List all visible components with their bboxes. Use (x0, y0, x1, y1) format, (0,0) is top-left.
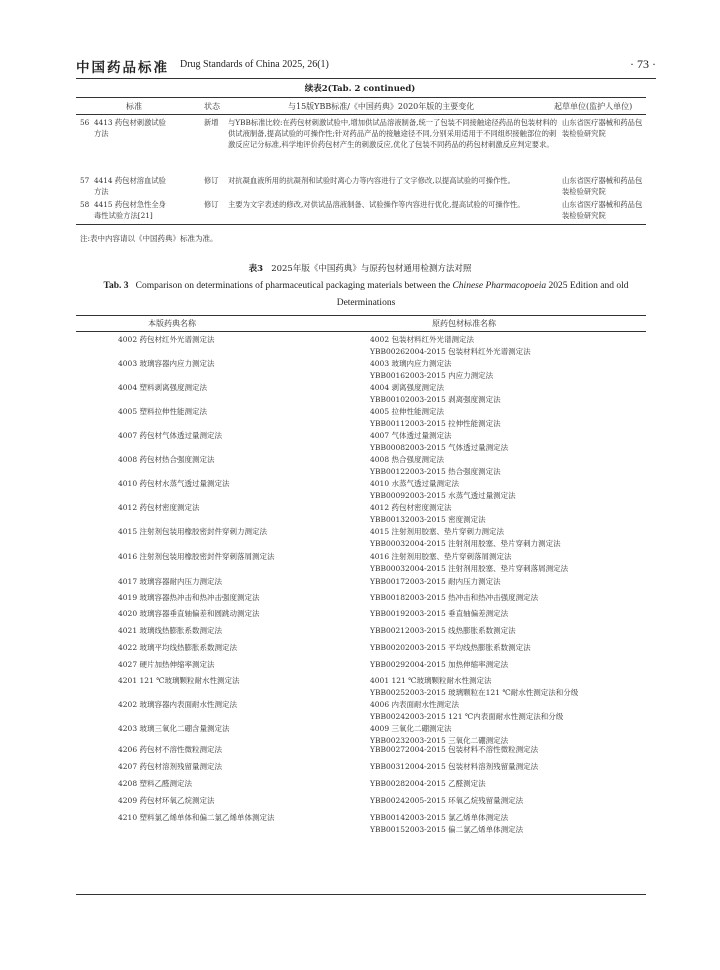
status: 新增 (204, 118, 219, 127)
original-standard-name: 4016 注射剂用胶塞、垫片穿刺落屑测定法 YBB00032004-2015 注射剂用胶塞、垫片穿刺落屑测定法 (370, 552, 569, 573)
standard-name: 4414 药包材溶血试验方法 (94, 176, 166, 196)
current-method-name: 4010 药包材水蒸气透过量测定法 (118, 479, 230, 488)
current-method-name: 4208 塑料乙醛测定法 (118, 779, 192, 788)
current-method-name: 4027 硬片加热伸缩率测定法 (118, 660, 215, 669)
table3-title-en-part2: 2025 Edition and old Determinations (336, 281, 629, 308)
current-method-name: 4012 药包材密度测定法 (118, 503, 200, 512)
drafting-unit: 山东省医疗器械和药品包装检验研究院 (562, 200, 643, 220)
original-standard-name: YBB00212003-2015 线热膨胀系数测定法 (370, 626, 516, 635)
drafting-unit: 山东省医疗器械和药品包装检验研究院 (562, 176, 643, 196)
current-method-name: 4203 玻璃三氧化二硼含量测定法 (118, 724, 230, 733)
table2-header-standard: 标准 (126, 102, 142, 111)
table3-caption-en (76, 278, 656, 312)
table3-header-row (76, 316, 646, 332)
current-method-name: 4004 塑料剥离强度测定法 (118, 383, 207, 392)
original-standard-name: 4004 剥离强度测定法 YBB00102003-2015 剥离强度测定法 (370, 383, 501, 404)
table3-label: 表3 (248, 264, 264, 274)
current-method-name: 4210 塑料氯乙烯单体和偏二氯乙烯单体测定法 (118, 813, 275, 822)
row-number: 58 (80, 200, 90, 209)
table3-header-old: 原药包材标准名称 (432, 319, 496, 328)
original-standard-name: YBB00312004-2015 包装材料溶剂残留量测定法 (370, 762, 539, 771)
original-standard-name: 4003 玻璃内应力测定法 YBB00162003-2015 内应力测定法 (370, 359, 494, 380)
table2 (76, 97, 646, 225)
current-method-name: 4202 玻璃容器内表面耐水性测定法 (118, 700, 237, 709)
original-standard-name: 4005 拉伸性能测定法 YBB00112003-2015 拉伸性能测定法 (370, 407, 501, 428)
page-number: · 73 · (630, 57, 656, 71)
table-row (76, 175, 646, 199)
table3 (76, 315, 646, 895)
current-method-name: 4020 玻璃容器垂直轴偏差和圆跳动测定法 (118, 609, 260, 618)
current-method-name: 4005 塑料拉伸性能测定法 (118, 407, 207, 416)
table3-header-new: 本版药典名称 (148, 319, 196, 328)
original-standard-name: 4002 包装材料红外光谱测定法 YBB00262004-2015 包装材料红外光谱测定法 (370, 335, 531, 356)
original-standard-name: YBB00182003-2015 热冲击和热冲击强度测定法 (370, 593, 539, 602)
current-method-name: 4017 玻璃容器耐内压力测定法 (118, 577, 222, 586)
journal-title-en: Drug Standards of China 2025, 26(1) (180, 59, 329, 70)
current-method-name: 4007 药包材气体透过量测定法 (118, 431, 222, 440)
journal-title-cn: 中国药品标准 (76, 60, 169, 76)
original-standard-name: YBB00282004-2015 乙醛测定法 (370, 779, 486, 788)
table-row (76, 117, 646, 175)
change-text: 与YBB标准比较:在药包材刺激试验中,增加供试品溶液制备,统一了包装不同接触途径药品的包装材料的供试液制备,提高试验的可操作性;针对药品产品的接触途径不同,分别采用适用于不同组织接触部位的刺激反应记分标准,科学地评价药包材产生的刺激反应,优化了包装不同药品的药包材刺激反应判定要求。 (228, 118, 558, 149)
table2-header-change: 与15版YBB标准/《中国药典》2020年版的主要变化 (288, 102, 475, 111)
current-method-name: 4206 药包材不溶性微粒测定法 (118, 745, 222, 754)
original-standard-name: YBB00192003-2015 垂直轴偏差测定法 (370, 609, 509, 618)
current-method-name: 4021 玻璃线热膨胀系数测定法 (118, 626, 222, 635)
drafting-unit: 山东省医疗器械和药品包装检验研究院 (562, 118, 643, 138)
table3-title-en-part1: Comparison on determinations of pharmaceutical packaging materials between the (135, 281, 451, 291)
running-header (76, 56, 656, 79)
standard-name: 4415 药包材急性全身毒性试验方法[21] (94, 200, 166, 220)
original-standard-name: 4009 三氧化二硼测定法 YBB00232003-2015 三氧化二硼测定法 (370, 724, 509, 745)
current-method-name: 4008 药包材热合强度测定法 (118, 455, 215, 464)
original-standard-name: YBB00292004-2015 加热伸缩率测定法 (370, 660, 509, 669)
table3-title-en-italic: Chinese Pharmacopoeia (452, 281, 547, 291)
table2-caption: 续表2(Tab. 2 continued) (304, 84, 416, 94)
original-standard-name: 4007 气体透过量测定法 YBB00082003-2015 气体透过量测定法 (370, 431, 509, 452)
change-text: 对抗凝血液所用的抗凝剂和试验时离心力等内容进行了文字修改,以提高试验的可操作性。 (228, 176, 515, 185)
original-standard-name: YBB00202003-2015 平均线热膨胀系数测定法 (370, 643, 531, 652)
row-number: 56 (80, 118, 90, 127)
original-standard-name: 4008 热合强度测定法 YBB00122003-2015 热合强度测定法 (370, 455, 501, 476)
table2-header-unit: 起草单位(监护人单位) (554, 102, 633, 111)
current-method-name: 4022 玻璃平均线热膨胀系数测定法 (118, 643, 237, 652)
original-standard-name: YBB00172003-2015 耐内压力测定法 (370, 577, 501, 586)
current-method-name: 4016 注射剂包装用橡胶密封件穿刺落屑测定法 (118, 552, 275, 561)
status: 修订 (204, 200, 219, 209)
table2-header-status: 状态 (204, 102, 220, 111)
row-number: 57 (80, 176, 90, 185)
current-method-name: 4207 药包材溶剂残留量测定法 (118, 762, 222, 771)
status: 修订 (204, 176, 219, 185)
original-standard-name: YBB00272004-2015 包装材料不溶性微粒测定法 (370, 745, 539, 754)
original-standard-name: 4001 121 ℃玻璃颗粒耐水性测定法 YBB00252003-2015 玻璃颗粒在121 ℃耐水性测定法和分级 (370, 676, 579, 697)
table2-note: 注:表中内容请以《中国药典》标准为准。 (80, 234, 218, 243)
original-standard-name: 4015 注射剂用胶塞、垫片穿刺力测定法 YBB00032004-2015 注射剂用胶塞、垫片穿刺力测定法 (370, 527, 561, 548)
table-row (76, 199, 646, 225)
table3-title-cn: 2025年版《中国药典》与原药包材通用检测方法对照 (271, 264, 472, 274)
original-standard-name: YBB00242005-2015 环氧乙烷残留量测定法 (370, 796, 524, 805)
table3-body (76, 332, 646, 895)
table3-label-en: Tab. 3 (103, 281, 129, 291)
change-text: 主要为文字表述的修改,对供试品溶液制备、试验操作等内容进行优化,提高试验的可操作性。 (228, 200, 525, 209)
table3-caption-cn (0, 262, 720, 274)
original-standard-name: 4010 水蒸气透过量测定法 YBB00092003-2015 水蒸气透过量测定法 (370, 479, 516, 500)
current-method-name: 4015 注射剂包装用橡胶密封件穿刺力测定法 (118, 527, 267, 536)
original-standard-name: 4012 药包材密度测定法 YBB00132003-2015 密度测定法 (370, 503, 486, 524)
current-method-name: 4201 121 ℃玻璃颗粒耐水性测定法 (118, 676, 240, 685)
original-standard-name: 4006 内表面耐水性测定法 YBB00242003-2015 121 ℃内表面耐水性测定法和分级 (370, 700, 564, 721)
standard-name: 4413 药包材刺激试验方法 (94, 118, 166, 138)
current-method-name: 4209 药包材环氧乙烷测定法 (118, 796, 215, 805)
original-standard-name: YBB00142003-2015 氯乙烯单体测定法 YBB00152003-2015 偏二氯乙烯单体测定法 (370, 813, 524, 834)
current-method-name: 4003 玻璃容器内应力测定法 (118, 359, 215, 368)
table2-header-row (76, 97, 646, 115)
current-method-name: 4002 药包材红外光谱测定法 (118, 335, 215, 344)
current-method-name: 4019 玻璃容器热冲击和热冲击强度测定法 (118, 593, 260, 602)
